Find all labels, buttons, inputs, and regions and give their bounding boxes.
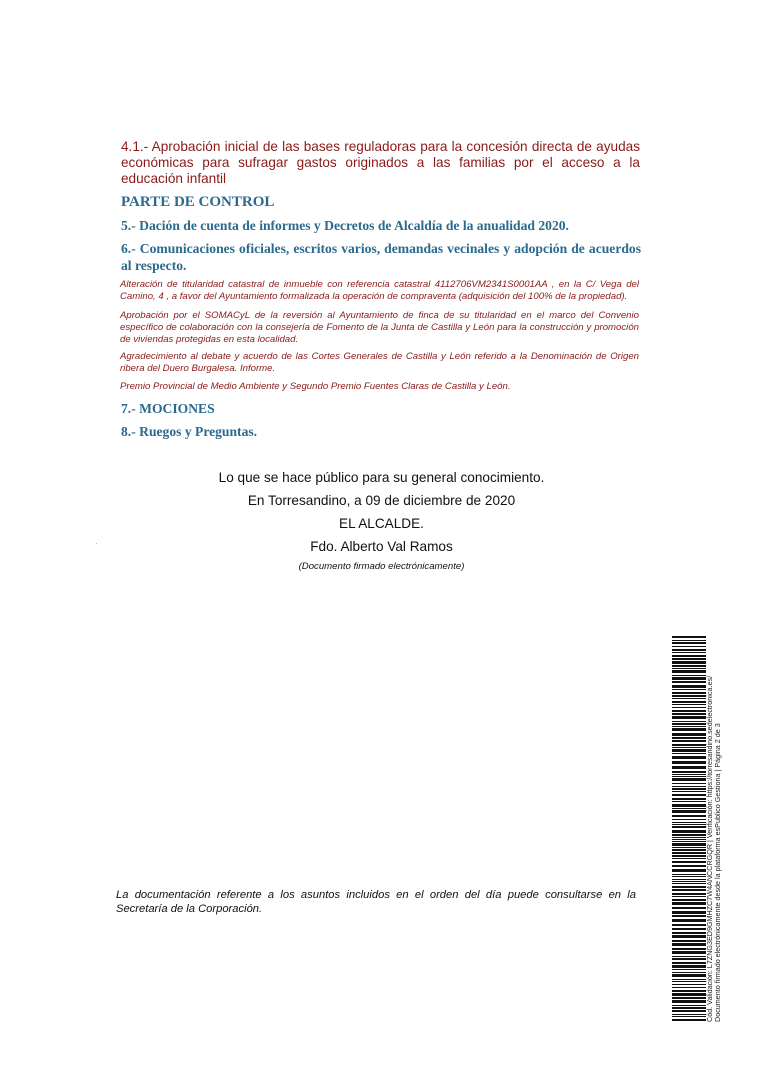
closing-place-date: En Torresandino, a 09 de diciembre de 2020 xyxy=(247,493,516,508)
closing-mayor-title: EL ALCALDE. xyxy=(339,516,424,531)
control-section-heading: PARTE DE CONTROL xyxy=(121,194,275,210)
item-6-detail-somacyl: Aprobación por el SOMACyL de la reversión al Ayuntamiento de finca de su titularidad en el marco del Convenio específico de colaboración con la consejería de Fomento de la Junta de Castilla y León para la construcción y promoción de viviendas protegidas en esta localidad. xyxy=(120,310,639,345)
verification-line-1: Cód. Validación: L7ZNG3ED9GMHZC7W4ANCCRGQR | Verificación: https://torresandino.sedelectronica.es/ xyxy=(705,675,714,1022)
item-6-detail-cadastral: Alteración de titularidad catastral de inmueble con referencia catastral 4112706VM2341S0001AA , en la C/ Vega del Camino, 4 , a favor del Ayuntamiento formalizada la operación de compraventa (adquisición del 100% de la propiedad). xyxy=(120,279,639,302)
closing-electronic-note: (Documento firmado electrónicamente) xyxy=(298,561,465,572)
item-6-detail-cortes: Agradecimiento al debate y acuerdo de las Cortes Generales de Castilla y León referido a la Denominación de Origen ribera del Duero Burgalesa. Informe. xyxy=(120,351,639,374)
verification-line-2: Documento firmado electrónicamente desde la plataforma esPublico Gestiona | Página 2 de 3 xyxy=(713,723,723,1022)
agenda-item-4-1: 4.1.- Aprobación inicial de las bases reguladoras para la concesión directa de ayudas económicas para sufragar gastos originados a las familias por el acceso a la educación infantil xyxy=(121,139,640,186)
barcode-image xyxy=(672,636,706,1022)
agenda-item-8: 8.- Ruegos y Preguntas. xyxy=(121,424,258,439)
closing-public-notice: Lo que se hace público para su general conocimiento. xyxy=(218,470,545,485)
verification-text xyxy=(706,662,732,1022)
item-6-detail-premio: Premio Provincial de Medio Ambiente y Segundo Premio Fuentes Claras de Castilla y León. xyxy=(120,381,511,392)
scan-speck xyxy=(96,543,97,544)
agenda-item-6: 6.- Comunicaciones oficiales, escritos varios, demandas vecinales y adopción de acuerdos al respecto. xyxy=(121,241,641,273)
footer-note: La documentación referente a los asuntos incluidos en el orden del día puede consultarse en la Secretaría de la Corporación. xyxy=(116,889,636,915)
agenda-item-5: 5.- Dación de cuenta de informes y Decretos de Alcaldía de la anualidad 2020. xyxy=(121,218,569,233)
closing-signature: Fdo. Alberto Val Ramos xyxy=(310,539,453,554)
agenda-item-7: 7.- MOCIONES xyxy=(121,401,215,416)
